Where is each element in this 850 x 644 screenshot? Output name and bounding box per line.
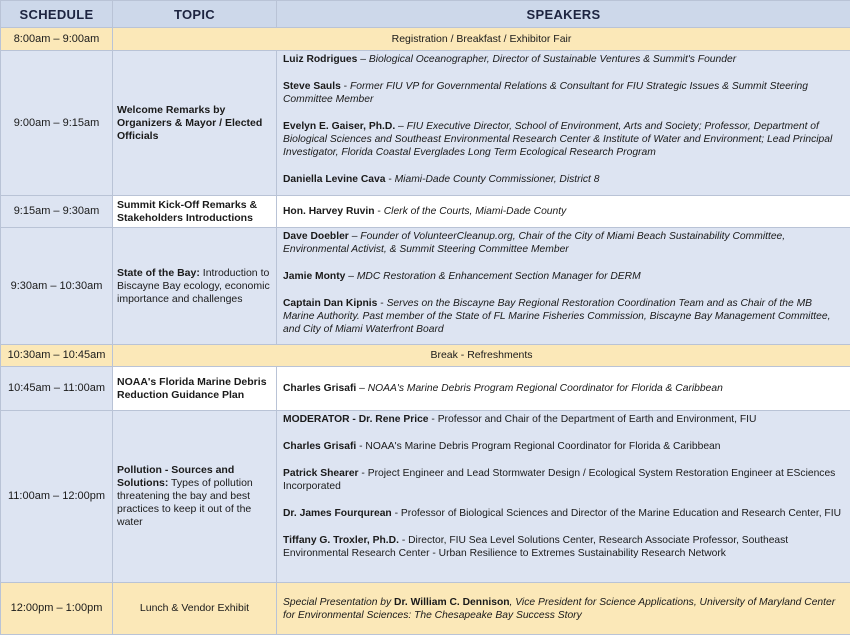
speaker-name: Charles Grisafi bbox=[283, 383, 357, 394]
schedule-header: SCHEDULE bbox=[1, 1, 113, 28]
event-cell: Break - Refreshments bbox=[113, 345, 850, 367]
speaker-name: Dr. William C. Dennison bbox=[394, 596, 510, 608]
speaker-description: Professor of Biological Sciences and Director of the Marine Education and Research Center, FIU bbox=[400, 508, 842, 519]
separator: – bbox=[345, 271, 357, 282]
table-row bbox=[1, 367, 850, 411]
time-cell: 10:45am – 11:00am bbox=[1, 367, 113, 411]
speaker-description: Project Engineer and Lead Stormwater Design / Ecological System Restoration Engineer at ESciences Incorporated bbox=[283, 468, 836, 492]
speaker-name: Hon. Harvey Ruvin bbox=[283, 206, 375, 217]
speaker-entry bbox=[283, 413, 844, 426]
speakers-cell bbox=[277, 228, 850, 345]
table-row bbox=[1, 583, 850, 635]
speaker-name: Dave Doebler bbox=[283, 231, 349, 242]
speaker-name: Captain Dan Kipnis bbox=[283, 298, 378, 309]
speaker-description: NOAA's Marine Debris Program Regional Coordinator for Florida & Caribbean bbox=[365, 441, 721, 452]
time-cell: 10:30am – 10:45am bbox=[1, 345, 113, 367]
time-cell: 9:15am – 9:30am bbox=[1, 196, 113, 228]
separator: - bbox=[374, 206, 384, 217]
speaker-entry bbox=[283, 297, 844, 336]
topic-cell: Lunch & Vendor Exhibit bbox=[113, 583, 277, 635]
speakers-cell bbox=[277, 411, 850, 583]
table-row bbox=[1, 196, 850, 228]
topic-cell bbox=[113, 51, 277, 196]
topic-cell bbox=[113, 228, 277, 345]
table-row bbox=[1, 345, 850, 367]
table-row bbox=[1, 411, 850, 583]
speaker-entry bbox=[283, 270, 844, 283]
topic-header: TOPIC bbox=[113, 1, 277, 28]
special-presentation bbox=[283, 596, 844, 622]
speaker-description: Clerk of the Courts, Miami-Dade County bbox=[383, 206, 567, 217]
separator: - bbox=[356, 441, 366, 452]
separator: - bbox=[340, 81, 350, 92]
table-row bbox=[1, 51, 850, 196]
speaker-name: Daniella Levine Cava bbox=[283, 174, 386, 185]
event-cell: Registration / Breakfast / Exhibitor Fair bbox=[113, 28, 850, 51]
speaker-entry bbox=[283, 534, 844, 560]
topic-description: Introduction to Biscayne Bay ecology, economic importance and challenges bbox=[117, 266, 270, 305]
topic-description: Types of pollution threatening the bay and best practices to keep it out of the water bbox=[117, 477, 253, 528]
separator: - bbox=[428, 414, 438, 425]
speaker-description: Founder of VolunteerCleanup.org, Chair of the City of Miami Beach Sustainability Committee, Environmental Activist, & Summit Steering Committee Member bbox=[283, 231, 786, 255]
speaker-description: Director, FIU Sea Level Solutions Center, Research Associate Professor, Southeast Environmental Research Center - Urban Resilience to Extremes Sustainability Research Network bbox=[283, 535, 789, 559]
speaker-description: Miami-Dade County Commissioner, District 8 bbox=[394, 174, 600, 185]
table-row bbox=[1, 228, 850, 345]
time-cell: 8:00am – 9:00am bbox=[1, 28, 113, 51]
speakers-cell bbox=[277, 196, 850, 228]
separator: – bbox=[348, 231, 361, 242]
speaker-entry bbox=[283, 205, 844, 218]
speakers-cell bbox=[277, 51, 850, 196]
time-cell: 12:00pm – 1:00pm bbox=[1, 583, 113, 635]
speaker-name: Steve Sauls bbox=[283, 81, 341, 92]
speaker-name: Luiz Rodrigues bbox=[283, 54, 358, 65]
separator: – bbox=[395, 121, 407, 132]
speaker-entry bbox=[283, 230, 844, 256]
time-cell: 11:00am – 12:00pm bbox=[1, 411, 113, 583]
speaker-description: Professor and Chair of the Department of Earth and Environment, FIU bbox=[437, 414, 757, 425]
speaker-description: Former FIU VP for Governmental Relations & Consultant for FIU Strategic Issues & Summit Steering Committee Member bbox=[283, 81, 808, 105]
speakers-cell bbox=[277, 583, 850, 635]
separator: - bbox=[385, 174, 395, 185]
topic-cell bbox=[113, 411, 277, 583]
header-row bbox=[1, 1, 850, 28]
topic-title: State of the Bay: bbox=[117, 266, 200, 279]
speakers-header: SPEAKERS bbox=[277, 1, 850, 28]
time-cell: 9:00am – 9:15am bbox=[1, 51, 113, 196]
separator: - bbox=[358, 468, 368, 479]
speaker-name: Evelyn E. Gaiser, Ph.D. bbox=[283, 121, 396, 132]
speaker-entry bbox=[283, 53, 844, 66]
separator: – bbox=[356, 383, 368, 394]
speaker-description: NOAA's Marine Debris Program Regional Coordinator for Florida & Caribbean bbox=[367, 383, 723, 394]
topic-title: NOAA's Florida Marine Debris Reduction Guidance Plan bbox=[117, 375, 267, 401]
speaker-description: , Vice President for Science Applications, University of Maryland Center for Environmental Sciences: The Chesapeake Bay Success Story bbox=[283, 596, 836, 621]
speaker-name: Jamie Monty bbox=[283, 271, 346, 282]
separator: - bbox=[377, 298, 387, 309]
speaker-description: FIU Executive Director, School of Environment, Arts and Society; Professor, Department of Biological Sciences and Southeast Environmental Research Center & Institute of Water and Environment; Lead Principal Investigator, Florida Coastal Everglades Long Term Ecological Research Program bbox=[283, 121, 833, 158]
speaker-name: Tiffany G. Troxler, Ph.D. bbox=[283, 535, 399, 546]
speaker-entry bbox=[283, 440, 844, 453]
special-prefix: Special Presentation by bbox=[283, 596, 395, 608]
separator: – bbox=[357, 54, 369, 65]
separator: - bbox=[391, 508, 401, 519]
topic-cell bbox=[113, 196, 277, 228]
topic-title: Summit Kick-Off Remarks & Stakeholders Introductions bbox=[117, 198, 258, 224]
speaker-name: Dr. James Fourqurean bbox=[283, 508, 392, 519]
speaker-name: Charles Grisafi bbox=[283, 441, 357, 452]
topic-cell bbox=[113, 367, 277, 411]
speaker-description: Biological Oceanographer, Director of Sustainable Ventures & Summit's Founder bbox=[368, 54, 737, 65]
topic-title: Pollution - Sources and Solutions: bbox=[117, 464, 235, 489]
speaker-entry bbox=[283, 120, 844, 159]
speaker-name: Patrick Shearer bbox=[283, 468, 359, 479]
speaker-entry bbox=[283, 507, 844, 520]
speaker-name: MODERATOR - Dr. Rene Price bbox=[283, 414, 429, 425]
time-cell: 9:30am – 10:30am bbox=[1, 228, 113, 345]
speaker-entry bbox=[283, 80, 844, 106]
speaker-description: MDC Restoration & Enhancement Section Manager for DERM bbox=[356, 271, 641, 282]
separator: - bbox=[398, 535, 409, 546]
topic-title: Welcome Remarks by Organizers & Mayor / Elected Officials bbox=[117, 103, 263, 142]
speaker-entry bbox=[283, 382, 844, 395]
speaker-entry bbox=[283, 173, 844, 186]
table-row bbox=[1, 28, 850, 51]
speakers-cell bbox=[277, 367, 850, 411]
speaker-entry bbox=[283, 467, 844, 493]
speaker-description: Serves on the Biscayne Bay Regional Restoration Coordination Team and as Chair of the MB Marine Authority. Past member of the State of FL Marine Fisheries Commission, Biscayne Bay Management Committee, and City of Miami Waterfront Board bbox=[283, 298, 831, 335]
